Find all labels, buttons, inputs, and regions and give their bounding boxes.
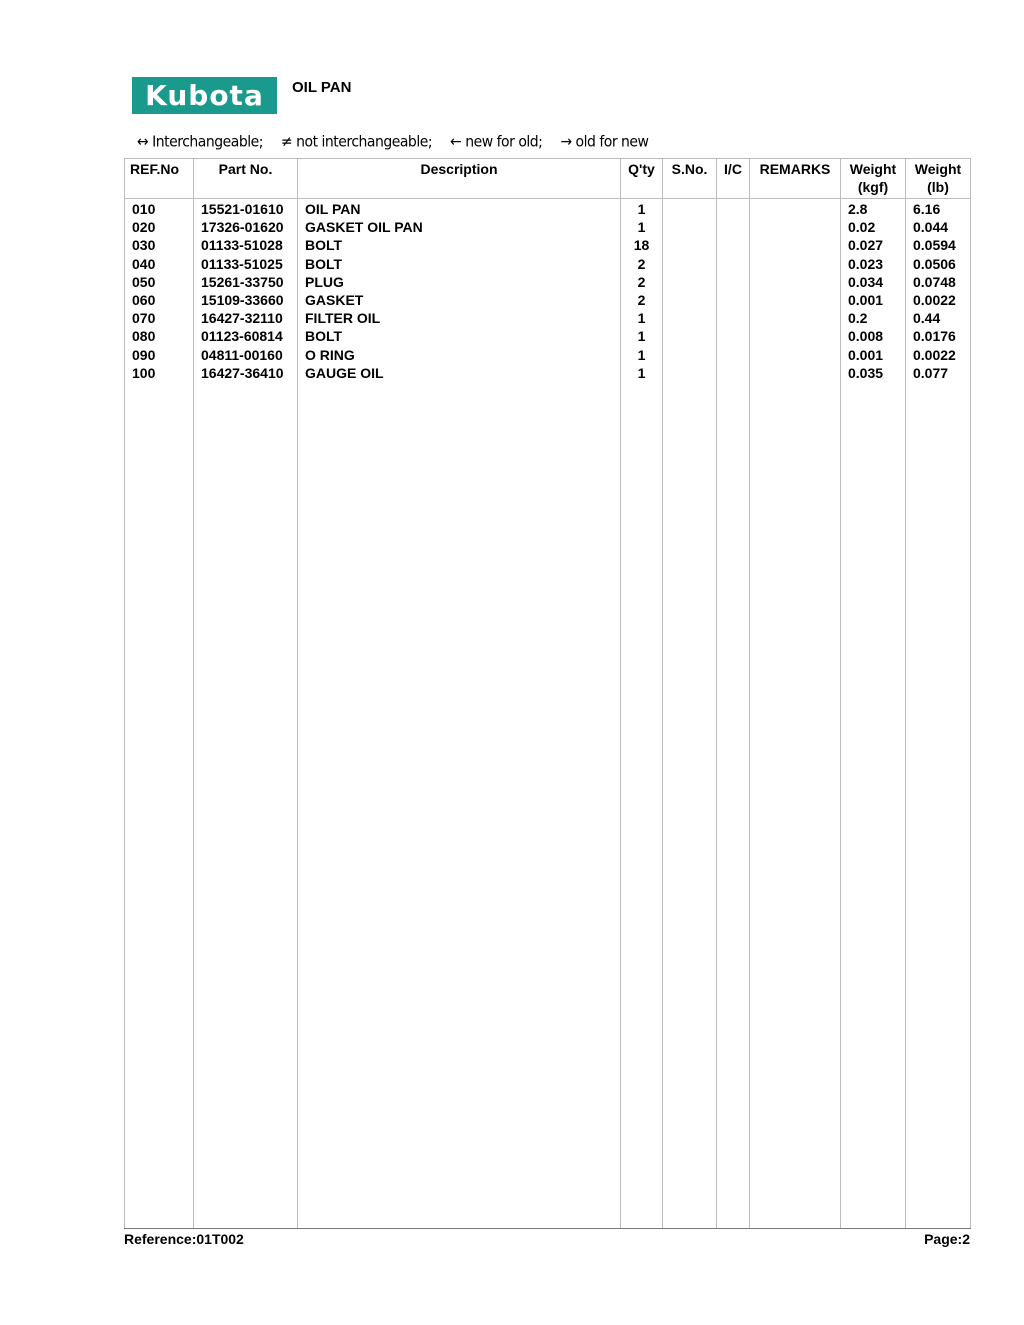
cell-serial-no xyxy=(663,309,717,327)
table-row xyxy=(125,327,971,345)
logo-text: Kubota xyxy=(145,78,264,112)
table-row xyxy=(125,199,971,219)
cell-part-no: 04811-00160 xyxy=(194,346,298,364)
cell-description: O RING xyxy=(298,346,621,364)
cell-ic xyxy=(717,199,750,219)
cell-description: GASKET OIL PAN xyxy=(298,218,621,236)
table-row xyxy=(125,364,971,382)
header-weight-kgf-line2: (kgf) xyxy=(857,179,889,195)
cell-weight-lb: 0.44 xyxy=(906,309,971,327)
cell-remarks xyxy=(750,346,841,364)
cell-part-no: 15109-33660 xyxy=(194,291,298,309)
cell-ref-no: 060 xyxy=(125,291,194,309)
table-row xyxy=(125,309,971,327)
cell-weight-lb: 0.0748 xyxy=(906,273,971,291)
cell-part-no: 15521-01610 xyxy=(194,199,298,219)
table-header-row xyxy=(125,159,971,199)
cell-serial-no xyxy=(663,346,717,364)
cell-serial-no xyxy=(663,327,717,345)
cell-remarks xyxy=(750,218,841,236)
page-number: Page:2 xyxy=(924,1231,970,1247)
cell-ic xyxy=(717,255,750,273)
cell-part-no: 01133-51028 xyxy=(194,236,298,254)
table-row xyxy=(125,273,971,291)
cell-qty: 1 xyxy=(621,364,663,382)
cell-weight-kgf: 0.034 xyxy=(841,273,906,291)
cell-qty: 1 xyxy=(621,327,663,345)
cell-ref-no: 100 xyxy=(125,364,194,382)
header-weight-lb-line1: Weight xyxy=(914,161,962,177)
cell-ic xyxy=(717,291,750,309)
cell-ref-no: 010 xyxy=(125,199,194,219)
cell-description: FILTER OIL xyxy=(298,309,621,327)
cell-weight-lb: 0.0022 xyxy=(906,346,971,364)
cell-ref-no: 090 xyxy=(125,346,194,364)
cell-weight-lb: 0.0176 xyxy=(906,327,971,345)
cell-serial-no xyxy=(663,273,717,291)
cell-serial-no xyxy=(663,236,717,254)
header-remarks: REMARKS xyxy=(750,159,841,199)
cell-weight-kgf: 0.023 xyxy=(841,255,906,273)
kubota-logo xyxy=(132,77,277,114)
parts-table xyxy=(124,158,971,1229)
cell-qty: 1 xyxy=(621,199,663,219)
cell-remarks xyxy=(750,309,841,327)
cell-description: PLUG xyxy=(298,273,621,291)
cell-description: GASKET xyxy=(298,291,621,309)
cell-ref-no: 080 xyxy=(125,327,194,345)
cell-remarks xyxy=(750,199,841,219)
cell-part-no: 17326-01620 xyxy=(194,218,298,236)
cell-part-no: 01123-60814 xyxy=(194,327,298,345)
cell-weight-kgf: 0.035 xyxy=(841,364,906,382)
cell-remarks xyxy=(750,236,841,254)
table-filler-row xyxy=(125,382,971,1228)
cell-ref-no: 040 xyxy=(125,255,194,273)
cell-weight-kgf: 0.001 xyxy=(841,346,906,364)
cell-ic xyxy=(717,346,750,364)
cell-serial-no xyxy=(663,364,717,382)
header-weight-kgf-line1: Weight xyxy=(849,161,897,177)
cell-weight-lb: 0.0594 xyxy=(906,236,971,254)
cell-ic xyxy=(717,364,750,382)
legend-old-for-new: → old for new xyxy=(560,133,649,151)
cell-serial-no xyxy=(663,199,717,219)
cell-part-no: 01133-51025 xyxy=(194,255,298,273)
header-serial-no: S.No. xyxy=(663,159,717,199)
legend-new-for-old: ← new for old; xyxy=(450,133,543,151)
cell-serial-no xyxy=(663,255,717,273)
cell-ic xyxy=(717,236,750,254)
interchangeability-legend xyxy=(137,133,648,151)
cell-weight-kgf: 0.001 xyxy=(841,291,906,309)
cell-qty: 2 xyxy=(621,291,663,309)
cell-part-no: 16427-36410 xyxy=(194,364,298,382)
header-weight-lb xyxy=(906,159,971,199)
cell-weight-lb: 0.044 xyxy=(906,218,971,236)
cell-qty: 1 xyxy=(621,346,663,364)
cell-weight-kgf: 0.027 xyxy=(841,236,906,254)
cell-remarks xyxy=(750,327,841,345)
cell-description: BOLT xyxy=(298,255,621,273)
cell-ic xyxy=(717,273,750,291)
cell-qty: 1 xyxy=(621,218,663,236)
cell-description: OIL PAN xyxy=(298,199,621,219)
cell-ref-no: 020 xyxy=(125,218,194,236)
header-qty: Q'ty xyxy=(621,159,663,199)
header-part-no: Part No. xyxy=(194,159,298,199)
cell-ref-no: 030 xyxy=(125,236,194,254)
reference-code: Reference:01T002 xyxy=(124,1231,244,1247)
header-ic: I/C xyxy=(717,159,750,199)
header-description: Description xyxy=(298,159,621,199)
header-weight-kgf xyxy=(841,159,906,199)
cell-serial-no xyxy=(663,218,717,236)
cell-weight-kgf: 0.2 xyxy=(841,309,906,327)
cell-part-no: 16427-32110 xyxy=(194,309,298,327)
cell-description: GAUGE OIL xyxy=(298,364,621,382)
cell-qty: 1 xyxy=(621,309,663,327)
table-row xyxy=(125,255,971,273)
cell-remarks xyxy=(750,273,841,291)
cell-qty: 2 xyxy=(621,255,663,273)
table-row xyxy=(125,218,971,236)
page-title: OIL PAN xyxy=(292,79,352,96)
cell-weight-lb: 6.16 xyxy=(906,199,971,219)
cell-remarks xyxy=(750,291,841,309)
cell-weight-lb: 0.0022 xyxy=(906,291,971,309)
cell-description: BOLT xyxy=(298,327,621,345)
cell-ref-no: 050 xyxy=(125,273,194,291)
cell-ic xyxy=(717,327,750,345)
cell-ic xyxy=(717,218,750,236)
header-ref-no: REF.No xyxy=(125,159,194,199)
cell-description: BOLT xyxy=(298,236,621,254)
cell-ref-no: 070 xyxy=(125,309,194,327)
cell-weight-lb: 0.0506 xyxy=(906,255,971,273)
table-row xyxy=(125,236,971,254)
legend-interchangeable: ↔ Interchangeable; xyxy=(137,133,263,151)
table-row xyxy=(125,291,971,309)
cell-weight-kgf: 0.008 xyxy=(841,327,906,345)
cell-qty: 2 xyxy=(621,273,663,291)
cell-remarks xyxy=(750,255,841,273)
table-row xyxy=(125,346,971,364)
legend-not-interchangeable: ≠ not interchangeable; xyxy=(280,133,433,151)
cell-weight-kgf: 2.8 xyxy=(841,199,906,219)
cell-serial-no xyxy=(663,291,717,309)
cell-part-no: 15261-33750 xyxy=(194,273,298,291)
cell-ic xyxy=(717,309,750,327)
cell-qty: 18 xyxy=(621,236,663,254)
cell-weight-kgf: 0.02 xyxy=(841,218,906,236)
cell-remarks xyxy=(750,364,841,382)
cell-weight-lb: 0.077 xyxy=(906,364,971,382)
header-weight-lb-line2: (lb) xyxy=(927,179,949,195)
